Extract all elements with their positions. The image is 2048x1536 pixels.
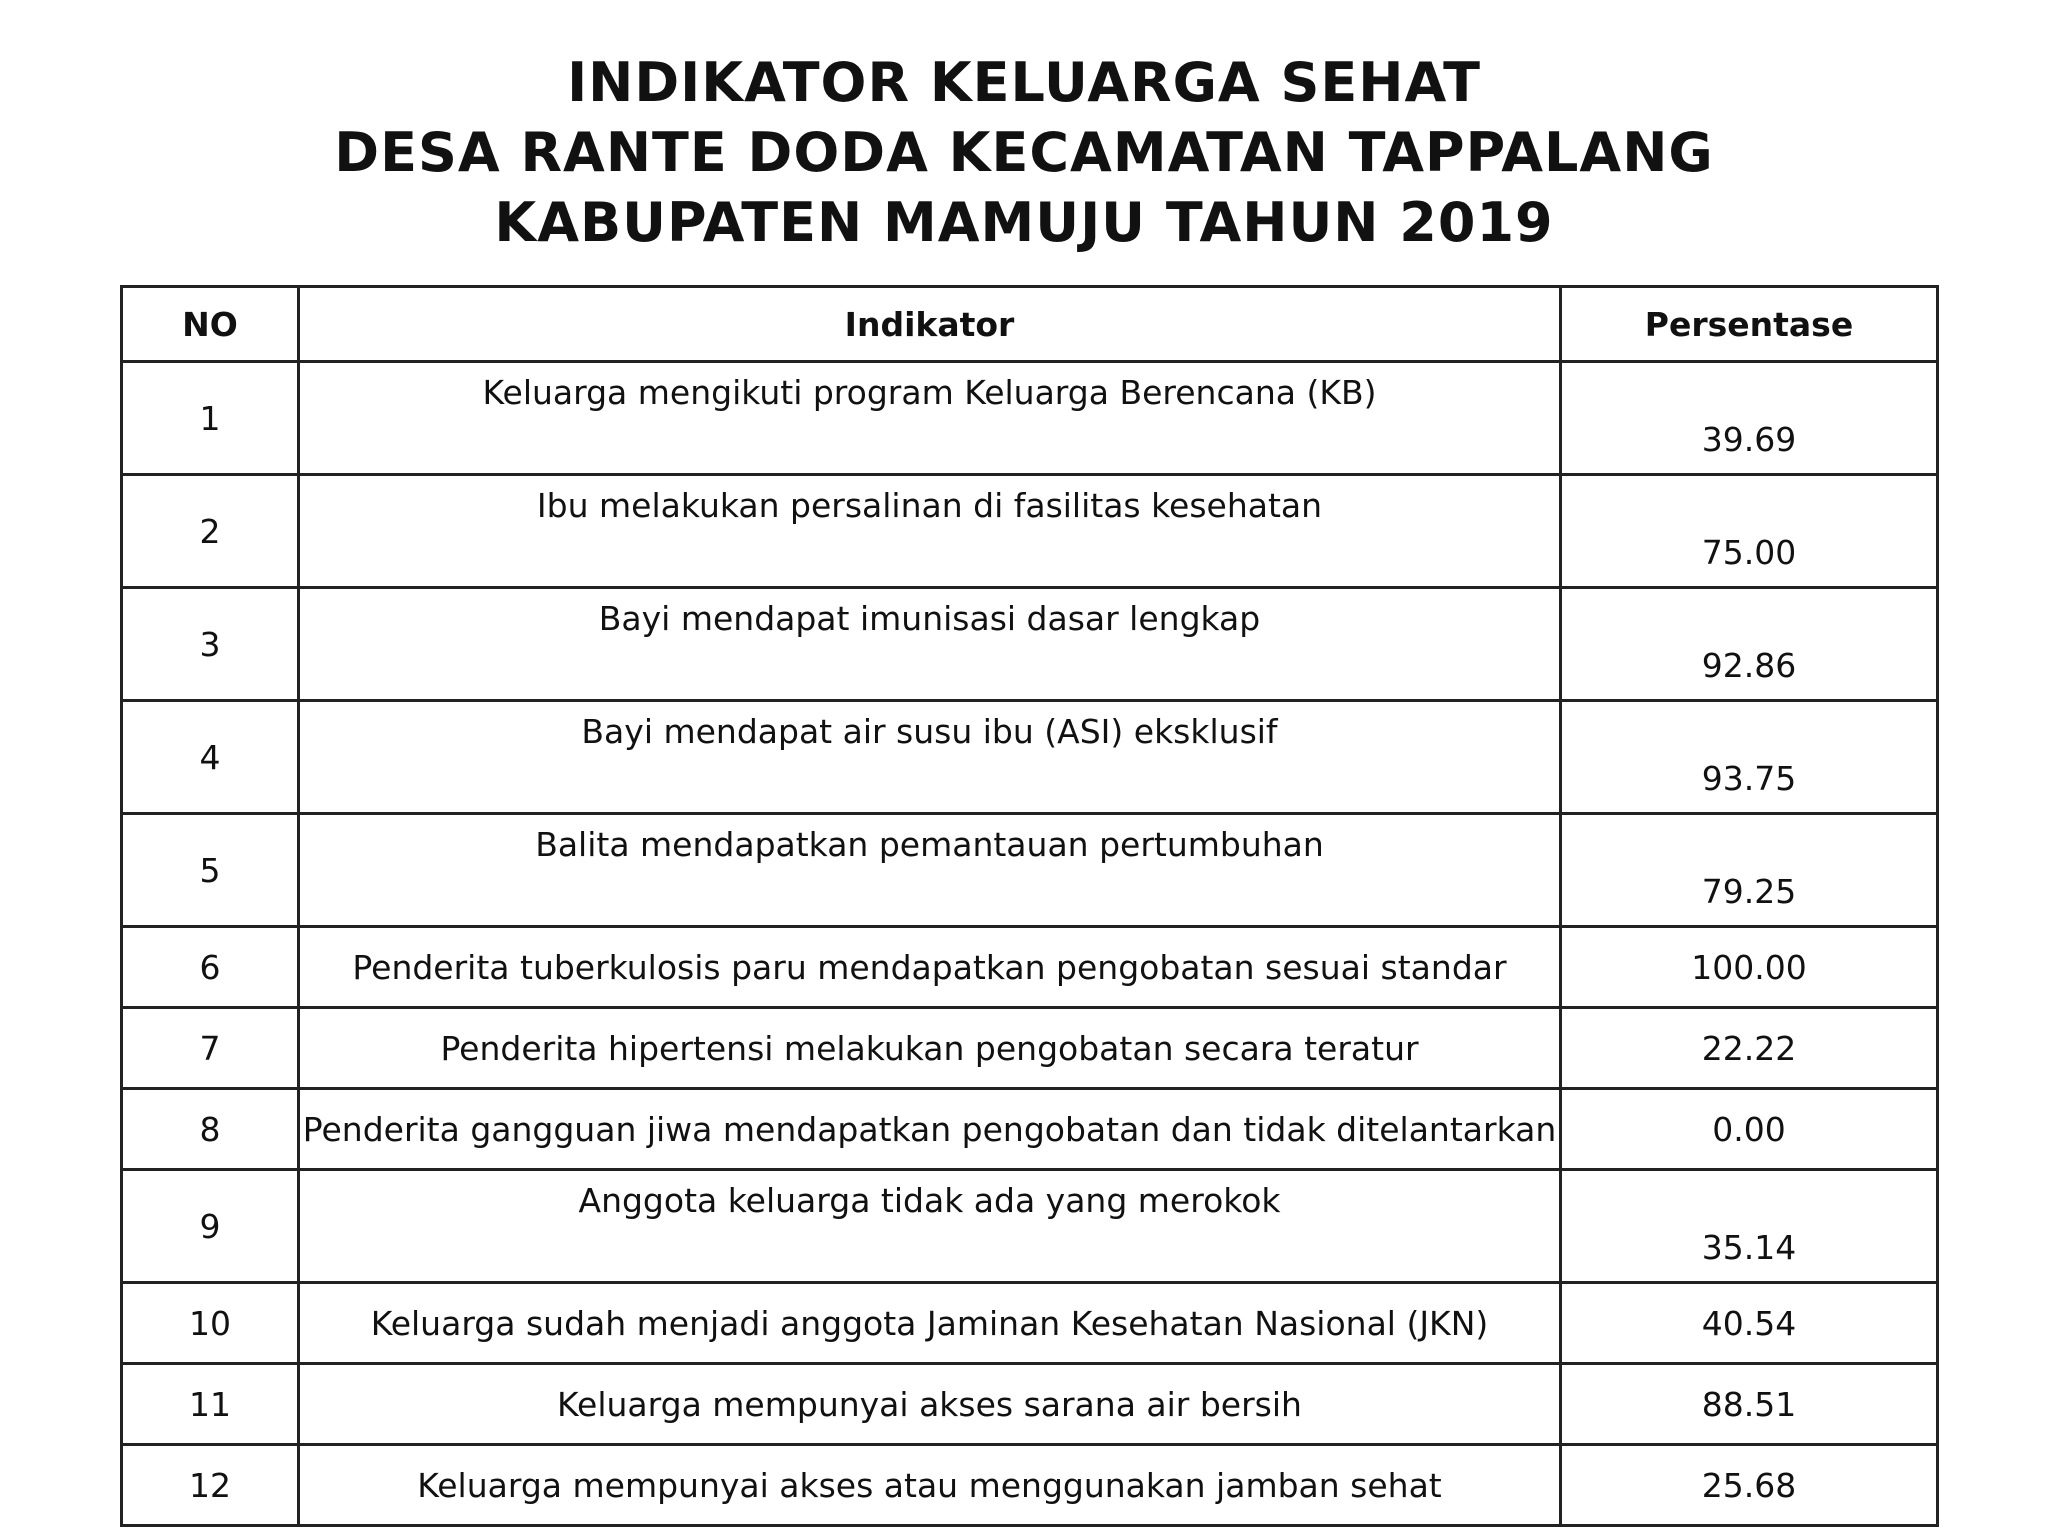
table-row <box>122 1089 1938 1170</box>
table-row <box>122 1008 1938 1089</box>
row-persentase: 39.69 <box>1561 362 1938 475</box>
table-row <box>122 1170 1938 1283</box>
table-row <box>122 814 1938 927</box>
title-line-1: INDIKATOR KELUARGA SEHAT <box>567 51 1481 114</box>
title-line-3: KABUPATEN MAMUJU TAHUN 2019 <box>494 191 1554 254</box>
table-row <box>122 701 1938 814</box>
table-row <box>122 927 1938 1008</box>
table-header-row <box>122 287 1938 362</box>
row-indikator: Penderita tuberkulosis paru mendapatkan pengobatan sesuai standar <box>299 927 1561 1008</box>
row-persentase: 40.54 <box>1561 1283 1938 1364</box>
indicator-table <box>120 285 1939 1527</box>
row-indikator: Keluarga mempunyai akses atau menggunakan jamban sehat <box>299 1445 1561 1526</box>
row-number: 12 <box>122 1445 299 1526</box>
row-persentase: 79.25 <box>1561 814 1938 927</box>
title-line-2: DESA RANTE DODA KECAMATAN TAPPALANG <box>334 121 1714 184</box>
row-persentase: 92.86 <box>1561 588 1938 701</box>
row-indikator: Keluarga sudah menjadi anggota Jaminan Kesehatan Nasional (JKN) <box>299 1283 1561 1364</box>
row-persentase: 75.00 <box>1561 475 1938 588</box>
row-persentase: 22.22 <box>1561 1008 1938 1089</box>
row-indikator: Keluarga mempunyai akses sarana air bersih <box>299 1364 1561 1445</box>
row-persentase: 93.75 <box>1561 701 1938 814</box>
row-persentase: 88.51 <box>1561 1364 1938 1445</box>
row-number: 2 <box>122 475 299 588</box>
row-indikator: Keluarga mengikuti program Keluarga Berencana (KB) <box>299 362 1561 475</box>
row-indikator: Ibu melakukan persalinan di fasilitas kesehatan <box>299 475 1561 588</box>
header-no: NO <box>122 287 299 362</box>
header-indikator: Indikator <box>299 287 1561 362</box>
row-number: 3 <box>122 588 299 701</box>
row-number: 7 <box>122 1008 299 1089</box>
row-persentase: 100.00 <box>1561 927 1938 1008</box>
row-persentase: 25.68 <box>1561 1445 1938 1526</box>
row-number: 8 <box>122 1089 299 1170</box>
table-row <box>122 1364 1938 1445</box>
header-persentase: Persentase <box>1561 287 1938 362</box>
row-number: 11 <box>122 1364 299 1445</box>
row-number: 5 <box>122 814 299 927</box>
row-number: 10 <box>122 1283 299 1364</box>
table-body <box>122 362 1938 1526</box>
row-number: 4 <box>122 701 299 814</box>
row-indikator: Bayi mendapat air susu ibu (ASI) eksklusif <box>299 701 1561 814</box>
page-title <box>0 48 2048 258</box>
row-indikator: Penderita gangguan jiwa mendapatkan pengobatan dan tidak ditelantarkan <box>299 1089 1561 1170</box>
row-indikator: Anggota keluarga tidak ada yang merokok <box>299 1170 1561 1283</box>
row-number: 1 <box>122 362 299 475</box>
row-number: 6 <box>122 927 299 1008</box>
row-persentase: 35.14 <box>1561 1170 1938 1283</box>
table-row <box>122 1283 1938 1364</box>
table-row <box>122 362 1938 475</box>
row-persentase: 0.00 <box>1561 1089 1938 1170</box>
row-indikator: Bayi mendapat imunisasi dasar lengkap <box>299 588 1561 701</box>
table-row <box>122 588 1938 701</box>
row-number: 9 <box>122 1170 299 1283</box>
row-indikator: Penderita hipertensi melakukan pengobatan secara teratur <box>299 1008 1561 1089</box>
table-row <box>122 475 1938 588</box>
table-row <box>122 1445 1938 1526</box>
row-indikator: Balita mendapatkan pemantauan pertumbuhan <box>299 814 1561 927</box>
